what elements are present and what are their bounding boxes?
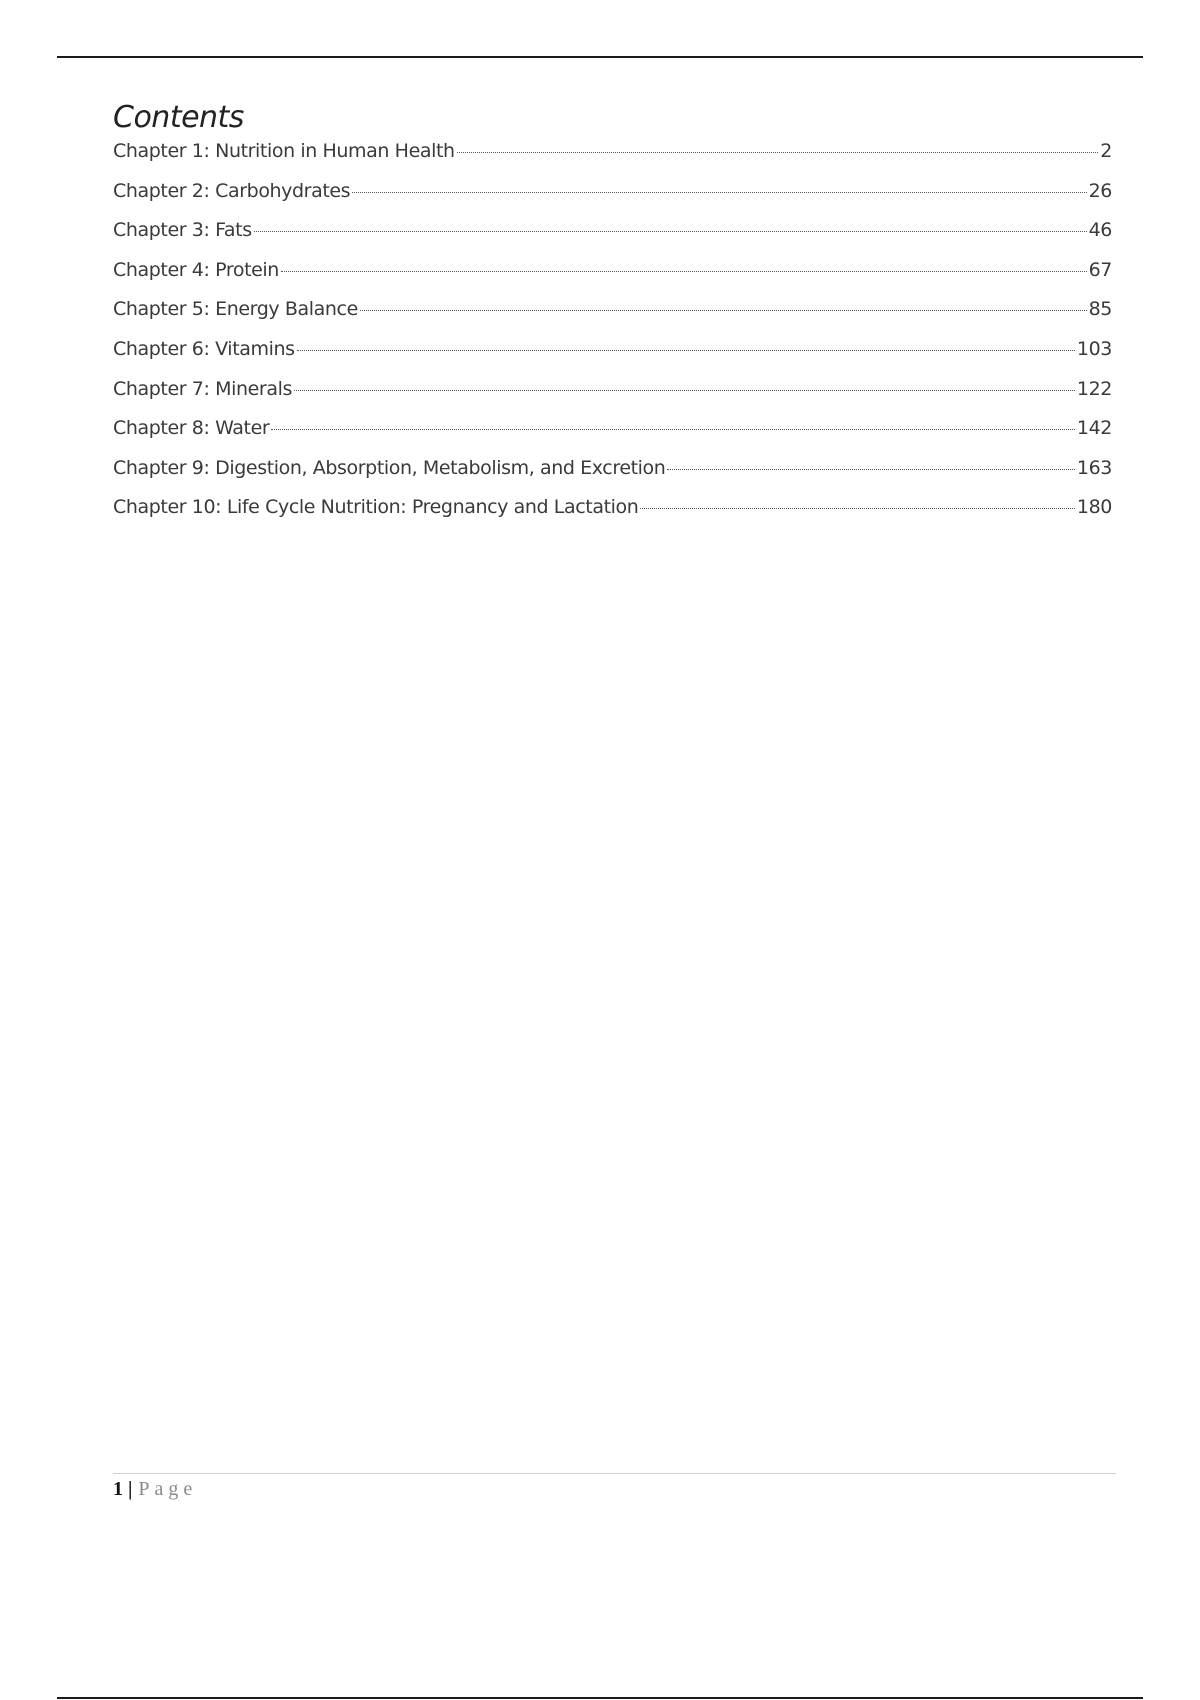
toc-entry-chapter-9[interactable] bbox=[113, 457, 1112, 497]
toc-heading: Contents bbox=[113, 100, 244, 135]
toc-entry-title: Chapter 8: Water bbox=[113, 417, 270, 440]
toc-entry-chapter-4[interactable] bbox=[113, 259, 1112, 299]
toc-entry-chapter-6[interactable] bbox=[113, 338, 1112, 378]
toc-dot-leader bbox=[297, 350, 1075, 351]
toc-entry-title: Chapter 5: Energy Balance bbox=[113, 298, 358, 321]
toc-entry-title: Chapter 7: Minerals bbox=[113, 377, 292, 400]
toc-entry-title: Chapter 6: Vitamins bbox=[113, 337, 295, 360]
page-footer bbox=[113, 1478, 197, 1501]
page-top-rule bbox=[57, 56, 1143, 58]
toc-dot-leader bbox=[640, 508, 1075, 509]
toc-dot-leader bbox=[667, 469, 1075, 470]
toc-entry-page: 67 bbox=[1088, 258, 1112, 281]
toc-entry-page: 122 bbox=[1076, 377, 1112, 400]
toc-entry-chapter-10[interactable] bbox=[113, 496, 1112, 536]
toc-entry-page: 26 bbox=[1088, 179, 1112, 202]
toc-entry-chapter-3[interactable] bbox=[113, 219, 1112, 259]
toc-dot-leader bbox=[360, 310, 1087, 311]
toc-entry-chapter-8[interactable] bbox=[113, 417, 1112, 457]
toc-entry-chapter-7[interactable] bbox=[113, 378, 1112, 418]
toc-dot-leader bbox=[457, 152, 1099, 153]
toc-dot-leader bbox=[281, 271, 1087, 272]
footer-rule bbox=[113, 1473, 1116, 1474]
toc-entry-page: 163 bbox=[1076, 456, 1112, 479]
toc-dot-leader bbox=[271, 429, 1075, 430]
toc-entry-title: Chapter 9: Digestion, Absorption, Metabolism, and Excretion bbox=[113, 456, 666, 479]
toc-entry-page: 103 bbox=[1076, 337, 1112, 360]
toc-entry-title: Chapter 2: Carbohydrates bbox=[113, 179, 351, 202]
toc-entry-title: Chapter 3: Fats bbox=[113, 219, 252, 242]
toc-entry-page: 180 bbox=[1076, 496, 1112, 519]
toc-dot-leader bbox=[294, 390, 1075, 391]
toc-entry-chapter-5[interactable] bbox=[113, 298, 1112, 338]
toc-dot-leader bbox=[352, 192, 1086, 193]
toc-entry-chapter-2[interactable] bbox=[113, 180, 1112, 220]
footer-page-number: 1 bbox=[113, 1478, 123, 1500]
toc-entry-title: Chapter 10: Life Cycle Nutrition: Pregnancy and Lactation bbox=[113, 496, 639, 519]
toc-entry-page: 2 bbox=[1100, 140, 1112, 162]
toc-entry-page: 85 bbox=[1088, 298, 1112, 321]
toc-entry-page: 46 bbox=[1088, 219, 1112, 242]
toc-list bbox=[113, 140, 1112, 536]
toc-entry-chapter-1[interactable] bbox=[113, 140, 1112, 180]
toc-entry-title: Chapter 4: Protein bbox=[113, 258, 279, 281]
toc-dot-leader bbox=[254, 231, 1087, 232]
page-bottom-rule bbox=[57, 1697, 1143, 1699]
footer-page-label: Page bbox=[138, 1478, 198, 1500]
toc-entry-page: 142 bbox=[1076, 417, 1112, 440]
footer-separator: | bbox=[128, 1478, 133, 1500]
toc-entry-title: Chapter 1: Nutrition in Human Health bbox=[113, 140, 455, 162]
